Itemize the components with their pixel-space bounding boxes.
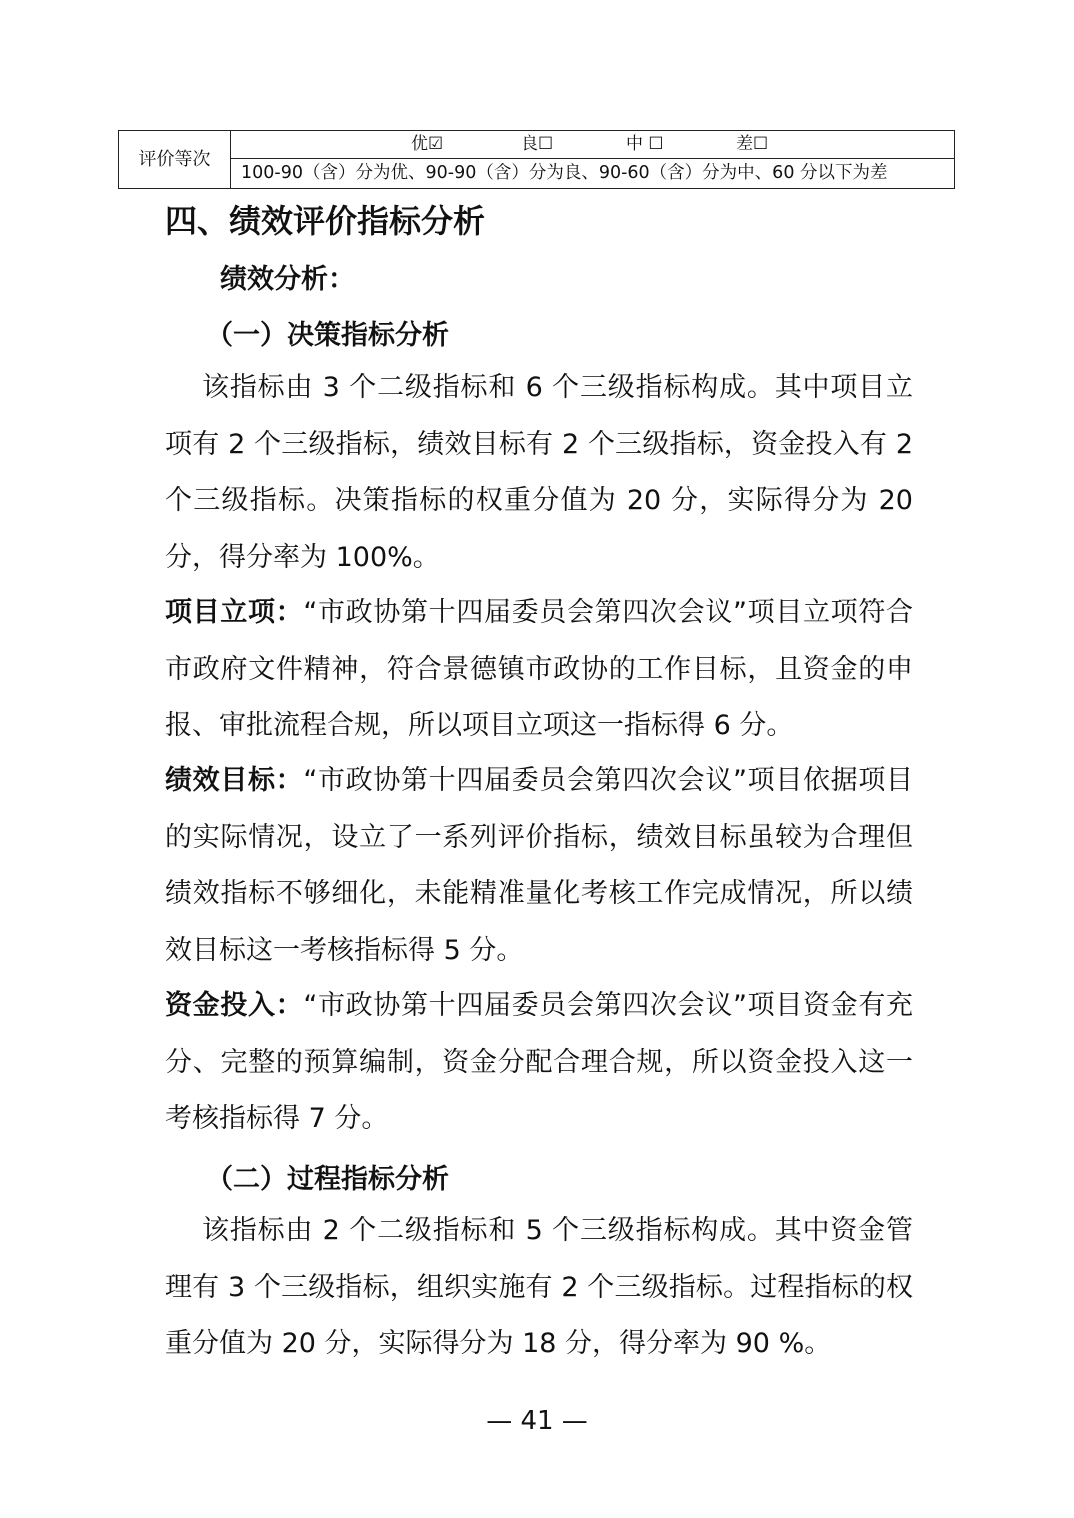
paragraph-text-performance-goal: “市政协第十四届委员会第四次会议”项目依据项目的实际情况，设立了一系列评价指标，绩效目标虽较为合理但绩效指标不够细化，未能精准量化考核工作完成情况，所以绩效目标这一考核指标得 5 分。 bbox=[165, 765, 913, 966]
rating-table bbox=[118, 130, 955, 189]
grade-medium-unchecked: 中 ☐ bbox=[626, 134, 664, 154]
process-intro-paragraph: 该指标由 2 个二级指标和 5 个三级指标构成。其中资金管理有 3 个三级指标，组织实施有 2 个三级指标。过程指标的权重分值为 20 分，实际得分为 18 分，得分率为 90 %。 bbox=[165, 1215, 913, 1359]
section-title: 四、绩效评价指标分析 bbox=[165, 202, 486, 240]
funding-input-paragraph bbox=[165, 978, 913, 1148]
subsection-heading-process: （二）过程指标分析 bbox=[206, 1164, 449, 1195]
project-approval-paragraph bbox=[165, 585, 913, 755]
subsection-heading-decision: （一）决策指标分析 bbox=[206, 320, 449, 351]
grade-good-unchecked: 良☐ bbox=[521, 134, 554, 154]
paragraph-lead-performance-goal: 绩效目标： bbox=[165, 765, 304, 796]
decision-intro-paragraph: 该指标由 3 个二级指标和 6 个三级指标构成。其中项目立项有 2 个三级指标，绩效目标有 2 个三级指标，资金投入有 2 个三级指标。决策指标的权重分值为 20 分，实际得分为 20 分，得分率为 100%。 bbox=[165, 372, 913, 573]
paragraph-lead-funding-input: 资金投入： bbox=[165, 990, 304, 1021]
rating-grades-row bbox=[119, 131, 955, 159]
grade-poor-unchecked: 差☐ bbox=[736, 134, 769, 154]
paragraph-lead-project-approval: 项目立项： bbox=[165, 597, 304, 628]
rating-rule-cell: 100-90（含）分为优、90-90（含）分为良、90-60（含）分为中、60 分以下为差 bbox=[231, 159, 955, 189]
page-number: — 41 — bbox=[486, 1406, 588, 1436]
paragraph-text-funding-input: “市政协第十四届委员会第四次会议”项目资金有充分、完整的预算编制，资金分配合理合规，所以资金投入这一考核指标得 7 分。 bbox=[165, 990, 913, 1134]
paragraph-text-project-approval: “市政协第十四届委员会第四次会议”项目立项符合市政府文件精神，符合景德镇市政协的工作目标，且资金的申报、审批流程合规，所以项目立项这一指标得 6 分。 bbox=[165, 597, 913, 741]
subtitle-performance-analysis: 绩效分析： bbox=[220, 264, 355, 295]
rating-grades-cell bbox=[231, 131, 955, 159]
rating-header-cell: 评价等次 bbox=[119, 131, 231, 189]
performance-goal-paragraph bbox=[165, 753, 913, 979]
rating-rule-row bbox=[119, 159, 955, 189]
grade-excellent-checked: 优☑ bbox=[411, 134, 444, 154]
